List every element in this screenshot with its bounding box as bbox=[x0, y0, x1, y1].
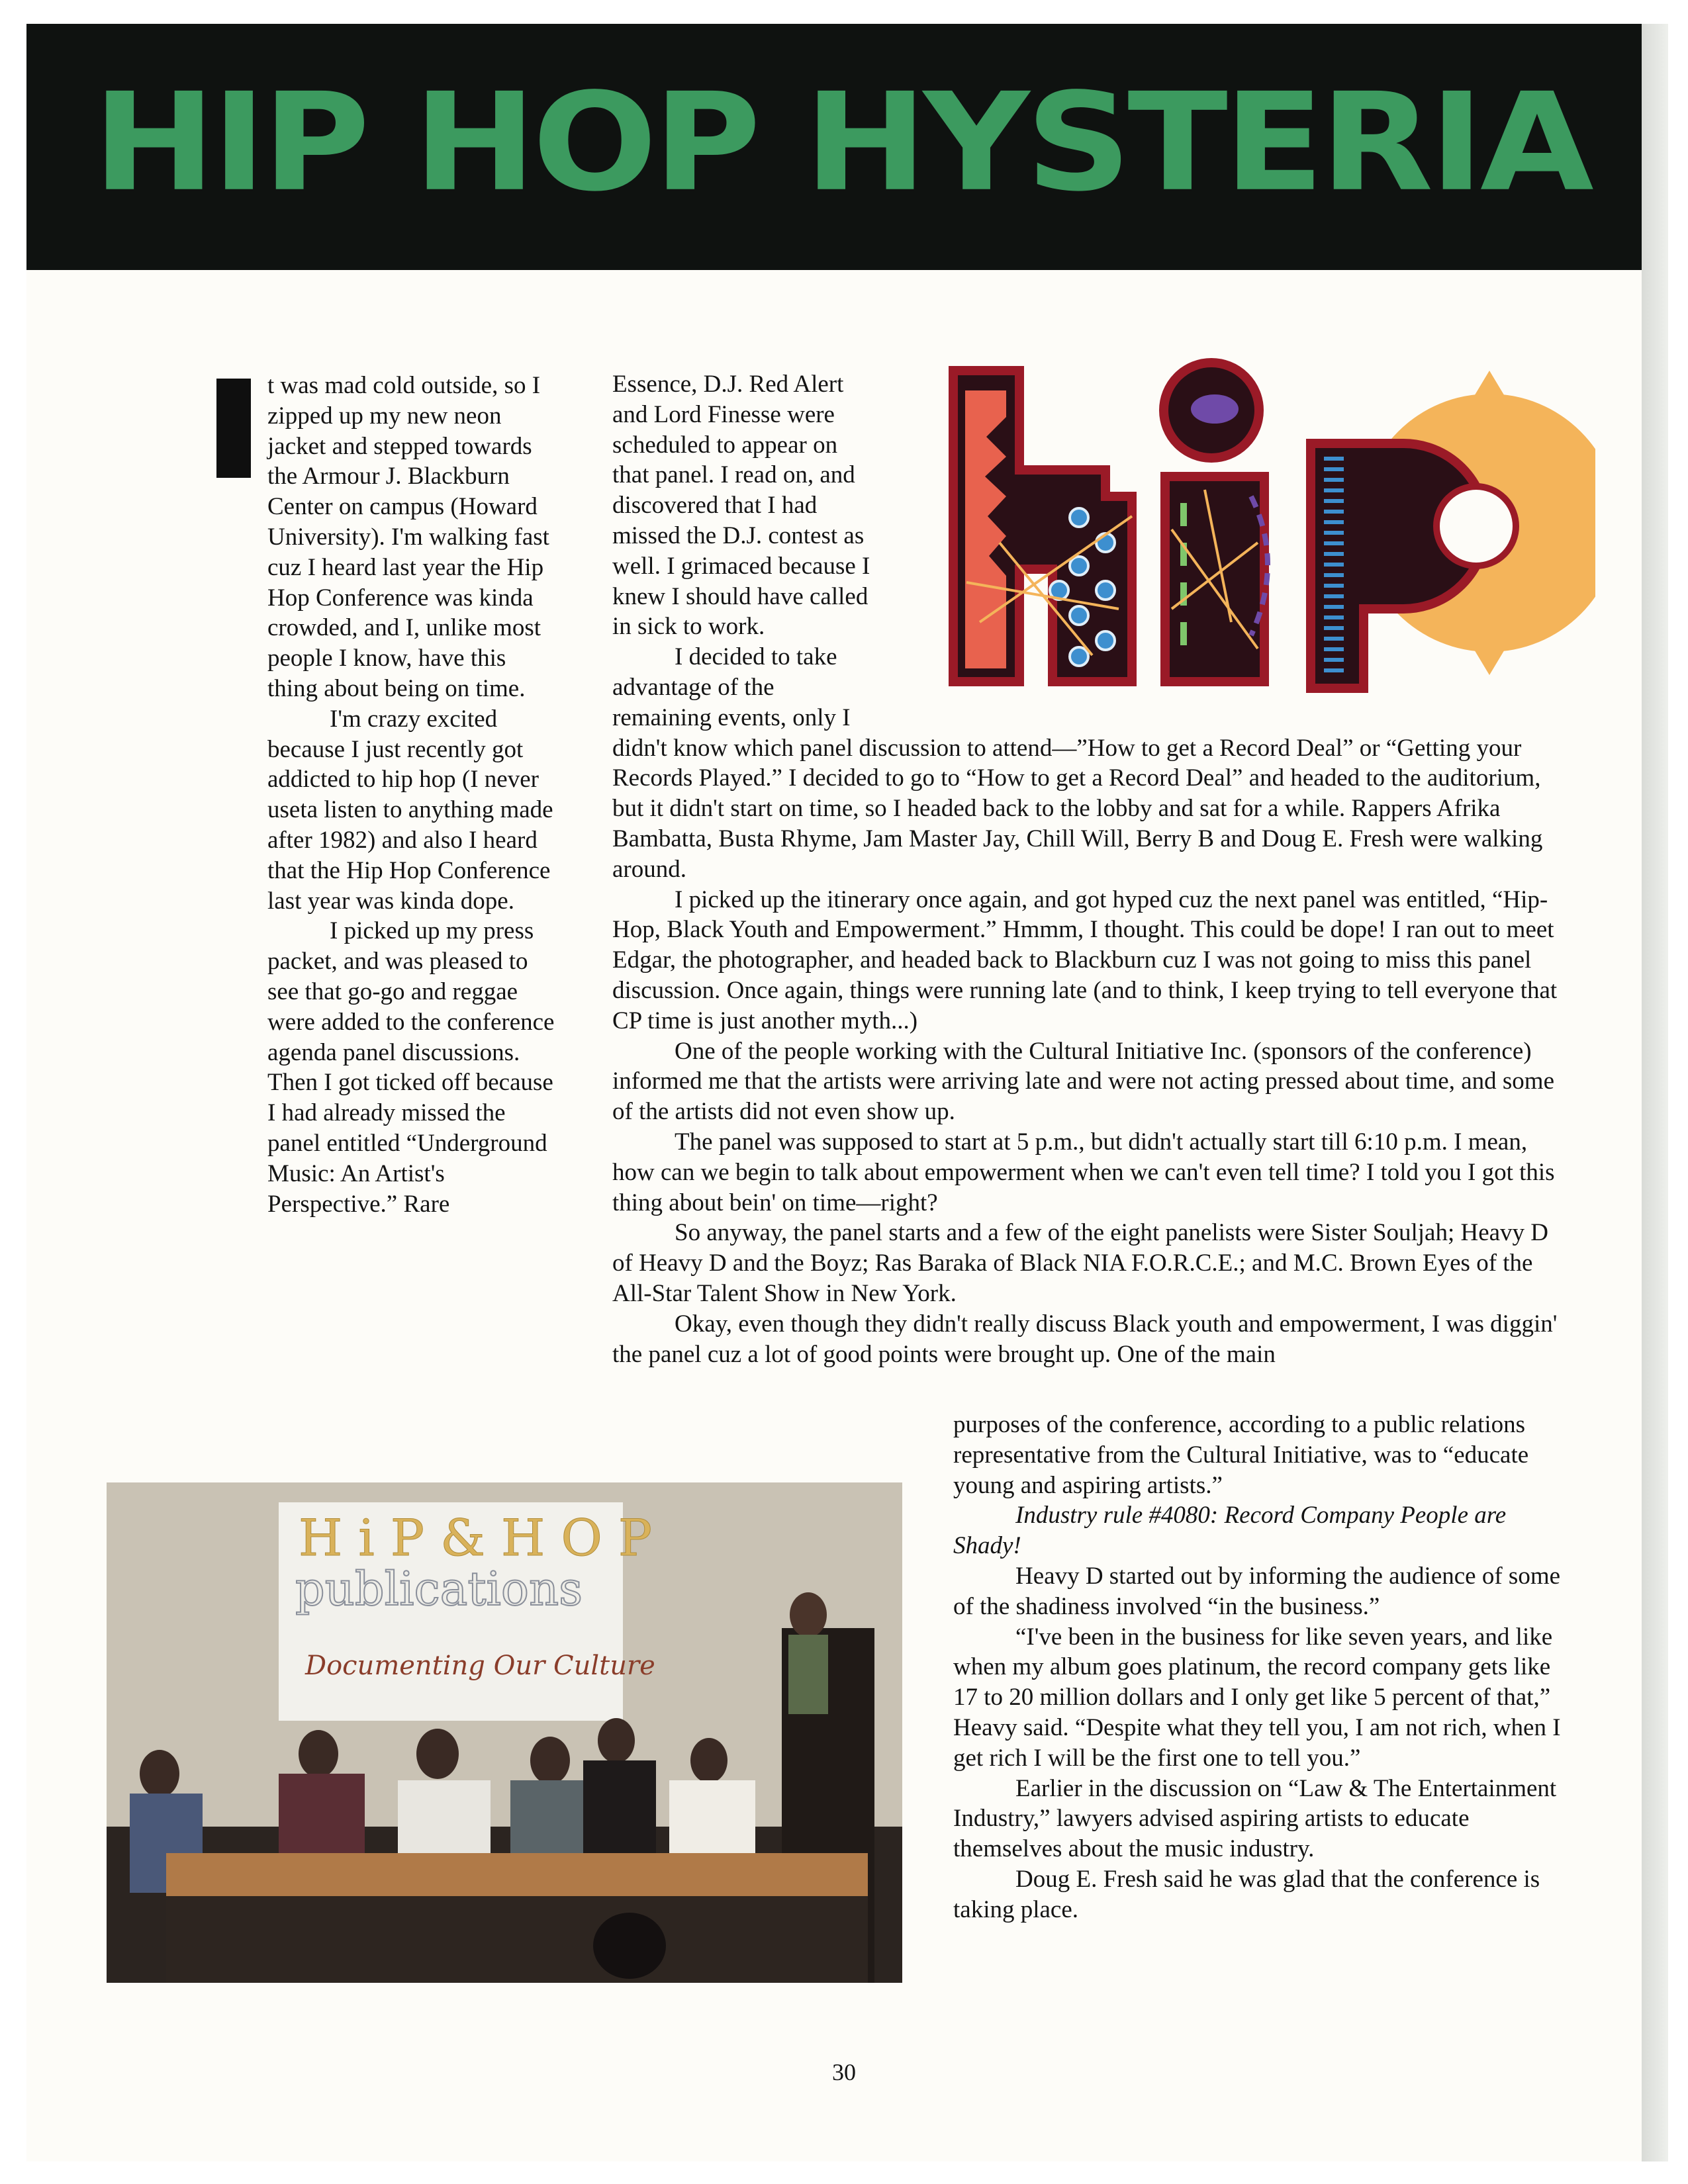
paragraph: I picked up the itinerary once again, and got hyped cuz the next panel was entitled, “Hip-Hop, Black Youth and Empowerment.” Hmmm, I thought. This could be dope! I ran out to meet Edgar, the photographer, and headed back to Blackburn cuz I was not going to miss this panel discussion. Once again, things were running late (and to think, I keep trying to tell everyone that CP time is just another myth...) bbox=[612, 886, 1558, 1034]
paragraph: Essence, D.J. Red Alert and Lord Finesse were scheduled to appear on that panel. I read on, and discovered that I had missed the D.J. contest as well. I grimaced because I knew I should have called in sick to work. bbox=[612, 371, 870, 641]
i-dot-oval bbox=[1191, 394, 1239, 424]
paragraph: One of the people working with the Cultural Initiative Inc. (sponsors of the conference) informed me that the artists were arriving late and were not acting pressed about time, and some of the artists did not even show up. bbox=[612, 1037, 1555, 1126]
paragraph: The panel was supposed to start at 5 p.m., but didn't actually start till 6:10 p.m. I mean, how can we begin to talk about empowerment when we can't even tell time? I told you I got this thing about bein' on time—right? bbox=[612, 1128, 1555, 1216]
paragraph: Heavy D started out by informing the audience of some of the shadiness involved “in the business.” bbox=[953, 1562, 1561, 1620]
panel-table bbox=[166, 1853, 868, 1899]
article-column-3 bbox=[953, 1410, 1575, 1925]
sign-line-2: publications bbox=[295, 1562, 583, 1616]
paragraph: I decided to take advantage of the remaining events, only I didn't know which panel discussion to attend—”How to get a Record Deal” or “Getting your Records Played.” I decided to go to “How to get a Record Deal” and headed to the auditorium, but it didn't start on time, so I headed back to the lobby and sat for a while. Rappers Afrika Bambatta, Busta Rhyme, Jam Master Jay, Chill Will, Berry B and Doug E. Fresh were walking around. bbox=[612, 643, 1543, 883]
drop-cap-bar bbox=[216, 379, 251, 478]
paragraph: So anyway, the panel starts and a few of the eight panelists were Sister Souljah; Heavy D of Heavy D and the Boyz; Ras Baraka of Black NIA F.O.R.C.E.; and M.C. Brown Eyes of the All-Star Talent Show in New York. bbox=[612, 1219, 1549, 1307]
paragraph: Doug E. Fresh said he was glad that the conference is taking place. bbox=[953, 1865, 1540, 1923]
page-number: 30 bbox=[832, 2059, 856, 2085]
paragraph: Earlier in the discussion on “Law & The Entertainment Industry,” lawyers advised aspiring artists to educate themselves about the music industry. bbox=[953, 1774, 1557, 1863]
sign-line-3: Documenting Our Culture bbox=[305, 1651, 655, 1681]
subhead-italic: Industry rule #4080: Record Company People are Shady! bbox=[953, 1502, 1507, 1560]
letter-i-stem bbox=[1165, 477, 1264, 682]
p-bowl bbox=[1436, 486, 1516, 566]
sign-line-1: H i P & H O P bbox=[299, 1508, 653, 1567]
panel-photo bbox=[107, 1482, 902, 1983]
page-edge bbox=[1642, 24, 1668, 2161]
paragraph-subhead bbox=[953, 1500, 1575, 1561]
paragraph: I'm crazy excited because I just recently got addicted to hip hop (I never useta listen to anything made after 1982) and also I heard that the Hip Hop Conference last year was kinda dope. bbox=[267, 705, 553, 915]
paragraph: purposes of the conference, according to a public relations representative from the Cultural Initiative, was to “educate young and aspiring artists.” bbox=[953, 1411, 1529, 1499]
paragraph: I picked up my press packet, and was pleased to see that go-go and reggae were added to the conference agenda panel discussions. Then I got ticked off because I had already missed the panel entitled “Underground Music: An Artist's Perspective.” Rare bbox=[267, 917, 555, 1218]
headline: HIP HOP HYSTERIA bbox=[93, 64, 1590, 222]
audience-head bbox=[593, 1913, 666, 1979]
speaker bbox=[790, 1592, 827, 1637]
paragraph: “I've been in the business for like seven years, and like when my album goes platinum, the record company gets like 17 to 20 million dollars and I only get like 5 percent of that,” Heavy said. “Despite what they tell you, I am not rich, when I get rich I will be the first one to tell you.” bbox=[953, 1623, 1561, 1772]
paragraph: t was mad cold outside, so I zipped up my new neon jacket and stepped towards the Armour J. Blackburn Center on campus (Howard University). I'm walking fast cuz I heard last year the Hip Hop Conference was kinda crowded, and I, unlike most people I know, have this thing about being on time. bbox=[267, 372, 549, 702]
article-column-1 bbox=[267, 371, 559, 1219]
p-stripes bbox=[1324, 457, 1344, 672]
paragraph: Okay, even though they didn't really discuss Black youth and empowerment, I was diggin' the panel cuz a lot of good points were brought up. One of the main bbox=[612, 1310, 1558, 1368]
hip-lettering-illustration bbox=[940, 344, 1595, 721]
